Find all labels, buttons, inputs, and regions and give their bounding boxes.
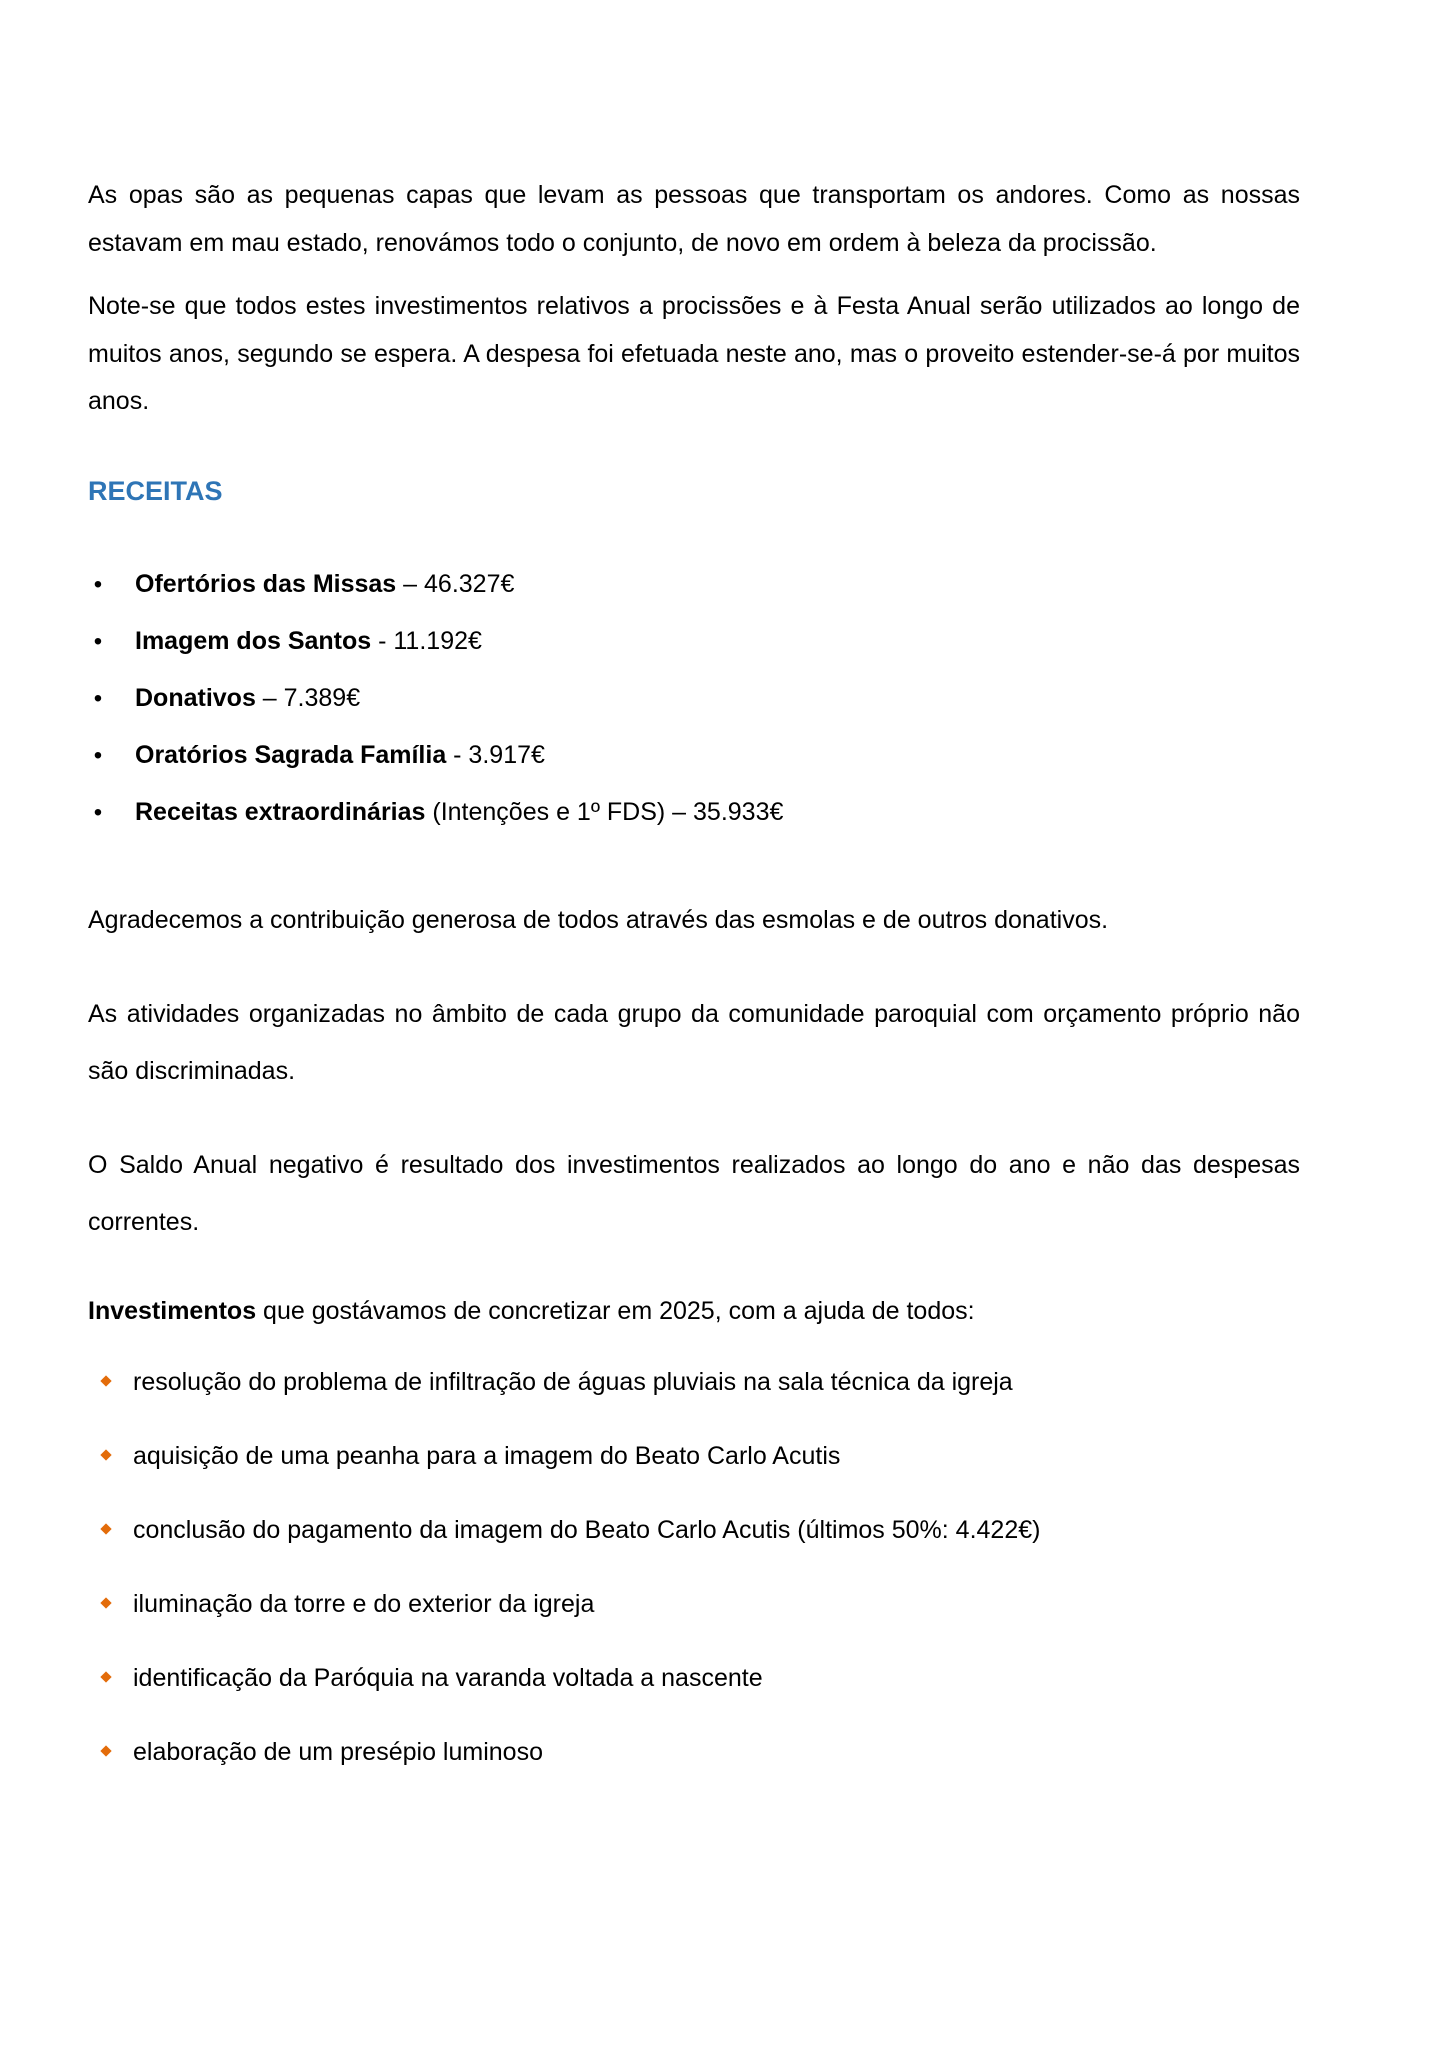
investimentos-item <box>88 1507 1300 1581</box>
investimentos-intro-text: que gostávamos de concretizar em 2025, com a ajuda de todos: <box>256 1296 975 1325</box>
investimentos-intro <box>88 1288 1300 1335</box>
receitas-list <box>88 561 1300 846</box>
investimentos-item <box>88 1655 1300 1729</box>
diamond-bullet-icon <box>100 1597 111 1608</box>
receitas-item <box>88 561 1300 618</box>
diamond-bullet-icon <box>100 1449 111 1460</box>
diamond-bullet-icon <box>100 1671 111 1682</box>
receitas-item <box>88 789 1300 846</box>
paragraph-atividades: As atividades organizadas no âmbito de cada grupo da comunidade paroquial com orçamento próprio não são discriminadas. <box>88 999 1300 1085</box>
receitas-item-value: – 7.389€ <box>255 683 361 712</box>
investimentos-item <box>88 1433 1300 1507</box>
investimentos-item-text: elaboração de um presépio luminoso <box>133 1737 543 1766</box>
receitas-item-label: Oratórios Sagrada Família <box>135 740 447 769</box>
receitas-item-value: (Intenções e 1º FDS) – 35.933€ <box>425 797 784 826</box>
paragraph-opas: As opas são as pequenas capas que levam as pessoas que transportam os andores. Como as nossas estavam em mau estado, renovámos todo o conjunto, de novo em ordem à beleza da procissão. <box>88 181 1300 257</box>
bullet-icon: • <box>93 741 103 769</box>
investimentos-item <box>88 1359 1300 1433</box>
investimentos-item <box>88 1729 1300 1803</box>
receitas-item-label: Imagem dos Santos <box>135 626 372 655</box>
bullet-icon: • <box>93 627 103 655</box>
receitas-item-value: – 46.327€ <box>396 569 515 598</box>
bullet-icon: • <box>93 684 103 712</box>
bullet-icon: • <box>93 798 103 826</box>
paragraph-agradecemos: Agradecemos a contribuição generosa de todos através das esmolas e de outros donativos. <box>88 905 1109 934</box>
receitas-heading: RECEITAS <box>88 475 223 506</box>
investimentos-label: Investimentos <box>88 1296 257 1325</box>
investimentos-item-text: conclusão do pagamento da imagem do Beato Carlo Acutis (últimos 50%: 4.422€) <box>133 1515 1041 1544</box>
investimentos-list <box>88 1359 1300 1803</box>
bullet-icon: • <box>93 570 103 598</box>
investimentos-item-text: iluminação da torre e do exterior da igreja <box>133 1589 595 1618</box>
receitas-item-value: - 11.192€ <box>371 626 482 655</box>
receitas-item-label: Ofertórios das Missas <box>135 569 397 598</box>
diamond-bullet-icon <box>100 1375 111 1386</box>
paragraph-saldo: O Saldo Anual negativo é resultado dos investimentos realizados ao longo do ano e não das despesas correntes. <box>88 1150 1300 1236</box>
receitas-item <box>88 732 1300 789</box>
investimentos-item-text: identificação da Paróquia na varanda voltada a nascente <box>133 1663 763 1692</box>
receitas-item-value: - 3.917€ <box>446 740 545 769</box>
receitas-item <box>88 675 1300 732</box>
receitas-item-label: Donativos <box>135 683 256 712</box>
investimentos-item-text: aquisição de uma peanha para a imagem do Beato Carlo Acutis <box>133 1441 841 1470</box>
receitas-item <box>88 618 1300 675</box>
investimentos-item <box>88 1581 1300 1655</box>
receitas-item-label: Receitas extraordinárias <box>135 797 426 826</box>
diamond-bullet-icon <box>100 1523 111 1534</box>
diamond-bullet-icon <box>100 1745 111 1756</box>
paragraph-note: Note-se que todos estes investimentos relativos a procissões e à Festa Anual serão utilizados ao longo de muitos anos, segundo se espera. A despesa foi efetuada neste ano, mas o proveito estender-se-á por muitos anos. <box>88 292 1300 415</box>
investimentos-item-text: resolução do problema de infiltração de águas pluviais na sala técnica da igreja <box>133 1367 1013 1396</box>
document-page <box>88 172 1300 1803</box>
